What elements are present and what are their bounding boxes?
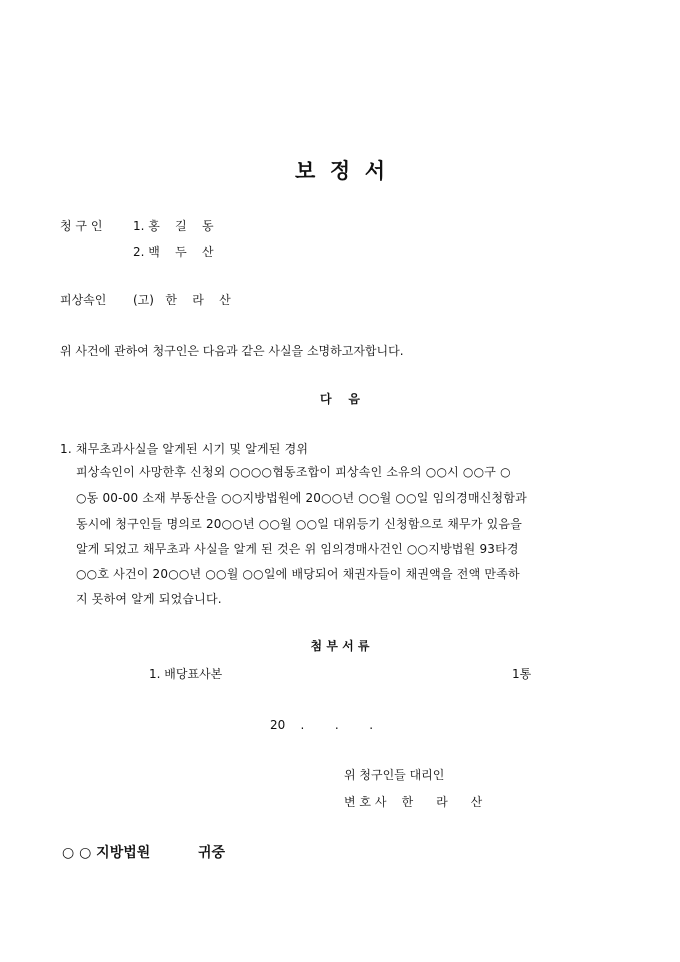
attachment-name: 1. 배당표사본 [149, 667, 223, 681]
date-line: 20 . . . [270, 718, 374, 732]
deceased-label: 피상속인 [60, 293, 107, 307]
item-line-5: ○○호 사건이 20○○년 ○○월 ○○일에 배당되어 채권자들이 채권액을 전액 만족하 [76, 567, 520, 581]
item-line-3: 동시에 청구인들 명의로 20○○년 ○○월 ○○일 대위등기 신청함으로 채무가 있음을 [76, 517, 523, 531]
item-line-1: 피상속인이 사망한후 신청외 ○○○○협동조합이 피상속인 소유의 ○○시 ○○구 ○ [76, 465, 511, 479]
claimants-label: 청 구 인 [60, 219, 103, 233]
claimant-2: 2. 백 두 산 [133, 245, 214, 259]
item-line-2: ○동 00-00 소재 부동산을 ○○지방법원에 20○○년 ○○월 ○○일 임의경매신청함과 [76, 491, 527, 505]
item-line-6: 지 못하여 알게 되었습니다. [76, 592, 222, 606]
item-heading: 1. 채무초과사실을 알게된 시기 및 알게된 경위 [60, 442, 309, 456]
attachments-heading: 첨 부 서 류 [310, 639, 370, 653]
addressee-suffix: 귀중 [198, 845, 226, 861]
item-line-4: 알게 되었고 채무초과 사실을 알게 된 것은 위 임의경매사건인 ○○지방법원 93타경 [76, 542, 519, 556]
deceased-value: (고) 한 라 산 [133, 293, 231, 307]
signature-line-1: 위 청구인들 대리인 [344, 768, 445, 782]
court-name: ○ ○ 지방법원 [62, 845, 151, 861]
document-title: 보 정 서 [294, 158, 386, 183]
claimant-1: 1. 홍 길 동 [133, 219, 214, 233]
intro-text: 위 사건에 관하여 청구인은 다음과 같은 사실을 소명하고자합니다. [60, 344, 404, 358]
section-heading: 다 음 [320, 392, 360, 406]
signature-line-2: 변 호 사 한 라 산 [344, 795, 483, 809]
attachment-count: 1통 [512, 667, 532, 681]
